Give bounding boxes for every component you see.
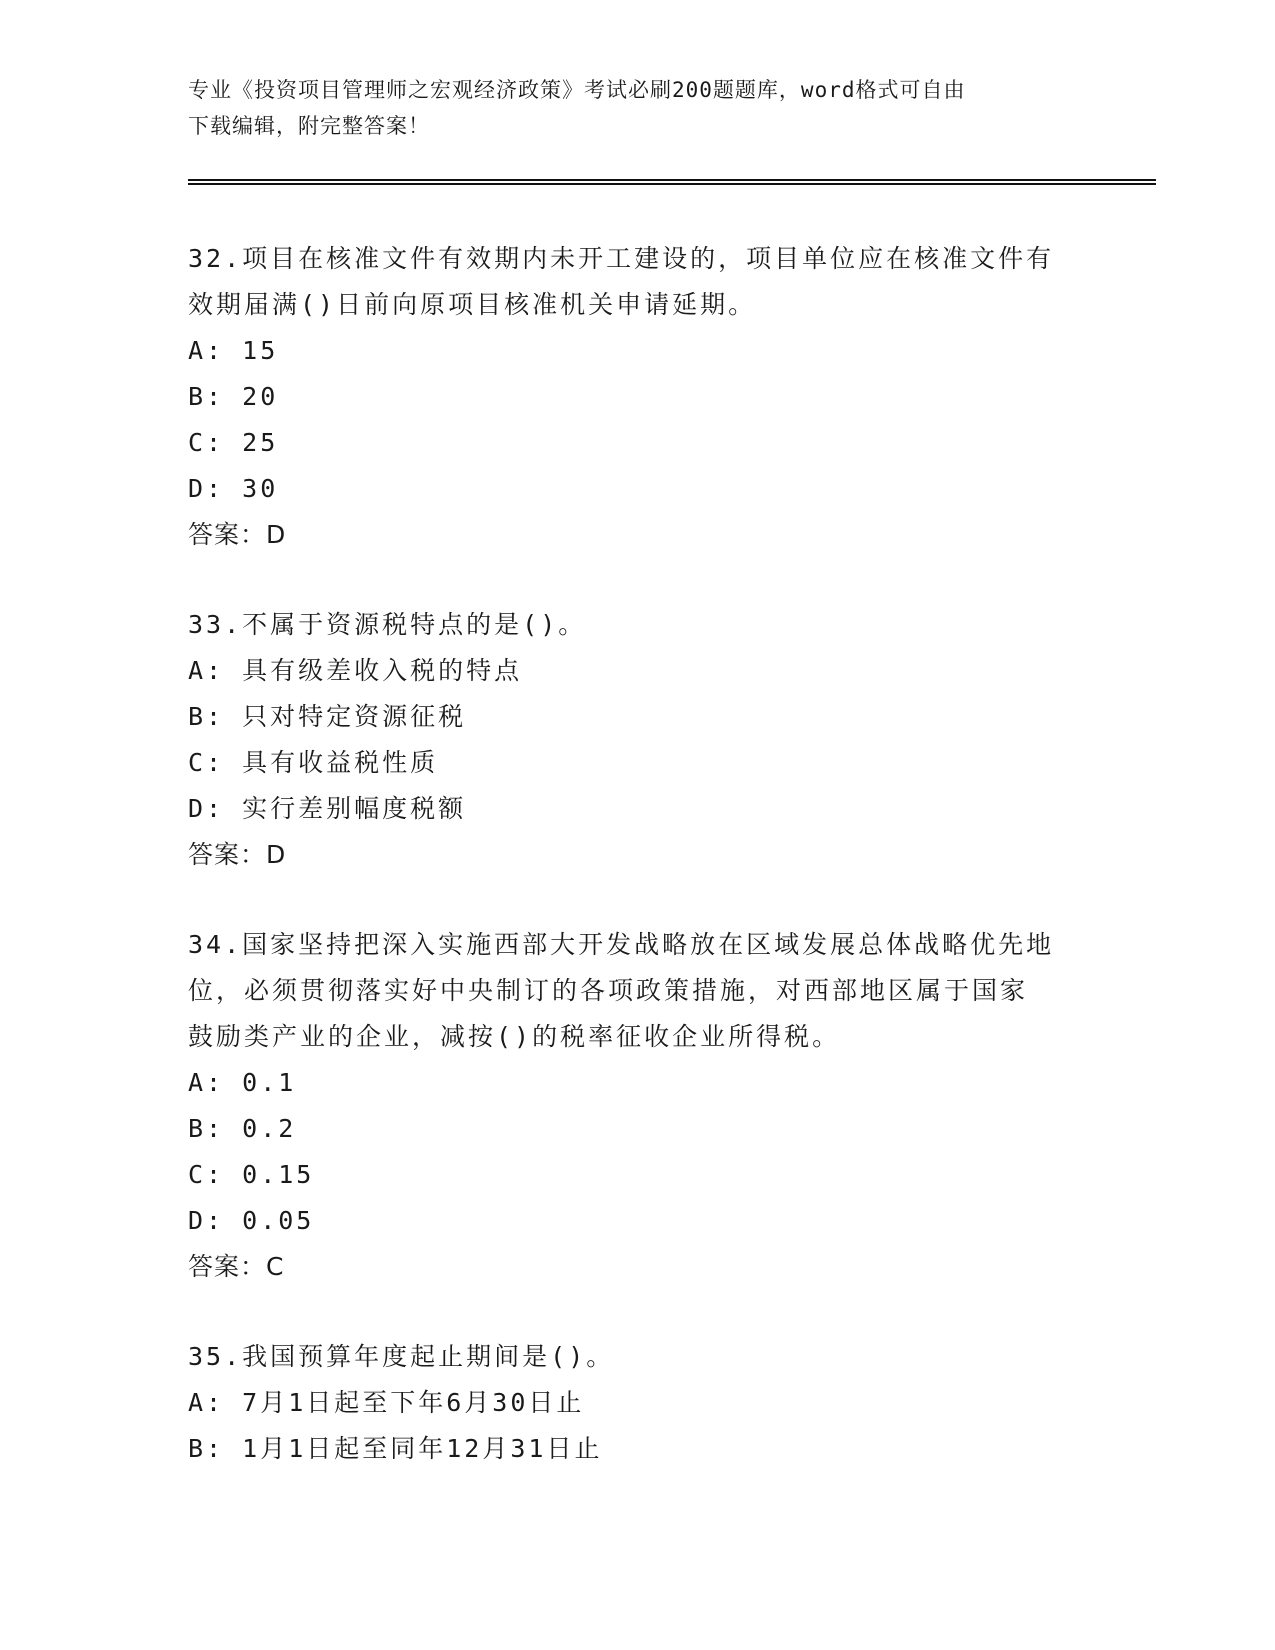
option-c: C: 0.15 xyxy=(188,1160,315,1189)
option-d: D: 实行差别幅度税额 xyxy=(188,794,467,823)
option-a: A: 具有级差收入税的特点 xyxy=(188,656,523,685)
option-d: D: 30 xyxy=(188,474,279,503)
header-divider-bottom xyxy=(188,183,1156,185)
header-line-2: 下载编辑，附完整答案！ xyxy=(188,114,430,138)
option-c: C: 具有收益税性质 xyxy=(188,748,439,777)
option-b: B: 1月1日起至同年12月31日止 xyxy=(188,1434,603,1463)
question-stem-line: 32.项目在核准文件有效期内未开工建设的，项目单位应在核准文件有 xyxy=(188,244,1055,273)
question-stem-line: 34.国家坚持把深入实施西部大开发战略放在区域发展总体战略优先地 xyxy=(188,930,1055,959)
answer-line: 答案：D xyxy=(188,520,287,549)
question-stem-line: 效期届满()日前向原项目核准机关申请延期。 xyxy=(188,290,757,319)
option-a: A: 15 xyxy=(188,336,279,365)
answer-line: 答案：C xyxy=(188,1252,285,1281)
question-stem-line: 33.不属于资源税特点的是()。 xyxy=(188,610,587,639)
header-divider-top xyxy=(188,179,1156,181)
option-d: D: 0.05 xyxy=(188,1206,315,1235)
option-b: B: 0.2 xyxy=(188,1114,297,1143)
option-c: C: 25 xyxy=(188,428,279,457)
option-a: A: 0.1 xyxy=(188,1068,297,1097)
option-a: A: 7月1日起至下年6月30日止 xyxy=(188,1388,585,1417)
option-b: B: 20 xyxy=(188,382,279,411)
question-list xyxy=(188,236,1088,1516)
question-34 xyxy=(188,922,1088,1290)
option-b: B: 只对特定资源征税 xyxy=(188,702,467,731)
question-32 xyxy=(188,236,1088,558)
question-stem-line: 位，必须贯彻落实好中央制订的各项政策措施，对西部地区属于国家 xyxy=(188,976,1029,1005)
question-stem-line: 35.我国预算年度起止期间是()。 xyxy=(188,1342,615,1371)
question-33 xyxy=(188,602,1088,878)
document-header xyxy=(188,72,1088,144)
header-line-1: 专业《投资项目管理师之宏观经济政策》考试必刷200题题库，word格式可自由 xyxy=(188,78,966,102)
question-35 xyxy=(188,1334,1088,1472)
answer-line: 答案：D xyxy=(188,840,287,869)
question-stem-line: 鼓励类产业的企业，减按()的税率征收企业所得税。 xyxy=(188,1022,841,1051)
